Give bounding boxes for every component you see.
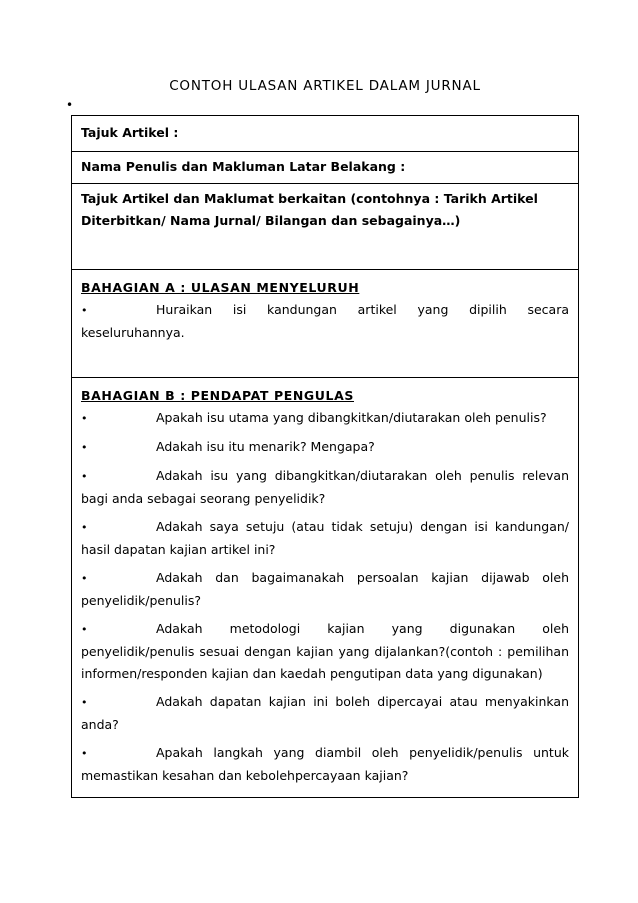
list-item xyxy=(81,742,569,787)
table-row xyxy=(72,184,579,270)
bullet-icon: • xyxy=(81,521,88,534)
list-item xyxy=(81,407,569,430)
table-row xyxy=(72,270,579,378)
list-item xyxy=(81,618,569,685)
maklumat-cell xyxy=(72,184,579,270)
section-b-cell xyxy=(72,378,579,798)
bullet-icon: • xyxy=(81,304,88,317)
list-item-text: Adakah isu itu menarik? Mengapa? xyxy=(156,439,375,454)
list-item xyxy=(81,691,569,736)
list-item-text: Adakah dapatan kajian ini boleh dipercayai atau menyakinkan anda? xyxy=(81,694,569,732)
list-item-text: Adakah dan bagaimanakah persoalan kajian dijawab oleh penyelidik/penulis? xyxy=(81,570,569,608)
maklumat-label: Tajuk Artikel dan Maklumat berkaitan (contohnya : Tarikh Artikel Diterbitkan/ Nama Jurnal/ Bilangan dan sebagainya…) xyxy=(81,191,538,228)
bullet-icon: • xyxy=(81,572,88,585)
nama-penulis-label: Nama Penulis dan Makluman Latar Belakang : xyxy=(81,159,406,174)
list-item-text: Huraikan isi kandungan artikel yang dipilih secara keseluruhannya. xyxy=(81,302,569,340)
table-row xyxy=(72,116,579,152)
table-row xyxy=(72,152,579,184)
bullet-icon: • xyxy=(81,747,88,760)
list-item xyxy=(81,465,569,510)
section-b-list xyxy=(81,407,569,787)
table-row xyxy=(72,378,579,798)
tajuk-artikel-cell xyxy=(72,116,579,152)
list-item xyxy=(81,567,569,612)
nama-penulis-cell xyxy=(72,152,579,184)
list-item-text: Adakah saya setuju (atau tidak setuju) dengan isi kandungan/ hasil dapatan kajian artikel ini? xyxy=(81,519,569,557)
page-title: CONTOH ULASAN ARTIKEL DALAM JURNAL xyxy=(169,78,481,94)
bullet-icon: • xyxy=(81,623,88,636)
list-item-text: Apakah langkah yang diambil oleh penyelidik/penulis untuk memastikan kesahan dan kebolehpercayaan kajian? xyxy=(81,745,569,783)
list-item xyxy=(81,516,569,561)
bullet-icon: • xyxy=(81,412,88,425)
list-item-text: Apakah isu utama yang dibangkitkan/diutarakan oleh penulis? xyxy=(156,410,547,425)
bullet-icon: • xyxy=(81,441,88,454)
section-a-heading: BAHAGIAN A : ULASAN MENYELURUH xyxy=(81,280,360,295)
list-item-text: Adakah metodologi kajian yang digunakan oleh penyelidik/penulis sesuai dengan kajian yang dijalankan?(contoh : pemilihan informen/responden kajian dan kaedah pengutipan data yang digunakan) xyxy=(81,621,569,681)
list-item xyxy=(81,436,569,459)
tajuk-artikel-label: Tajuk Artikel : xyxy=(81,125,179,140)
section-b-heading: BAHAGIAN B : PENDAPAT PENGULAS xyxy=(81,388,354,403)
bullet-marker: • xyxy=(66,98,74,112)
list-item xyxy=(81,299,569,344)
bullet-icon: • xyxy=(81,470,88,483)
section-a-cell xyxy=(72,270,579,378)
review-template-table xyxy=(71,115,579,798)
list-item-text: Adakah isu yang dibangkitkan/diutarakan oleh penulis relevan bagi anda sebagai seorang penyelidik? xyxy=(81,468,569,506)
bullet-icon: • xyxy=(81,696,88,709)
